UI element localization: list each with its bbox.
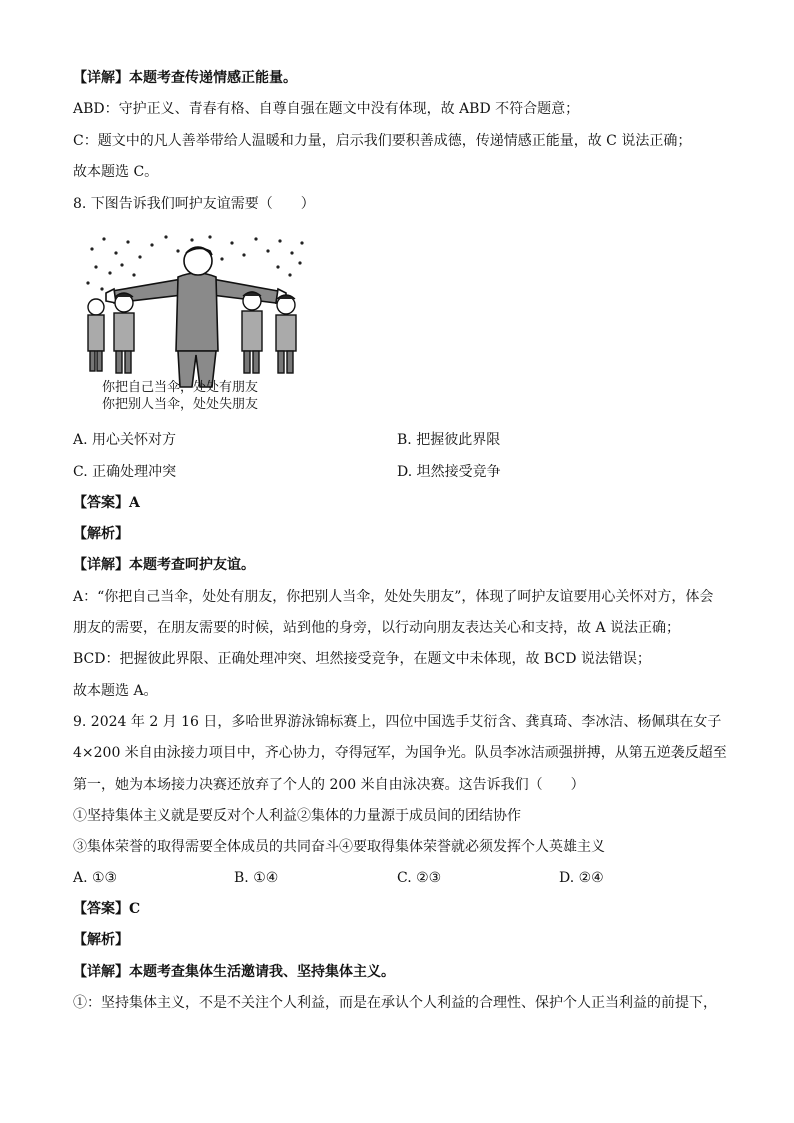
question-9-statements-2: ③集体荣誉的取得需要全体成员的共同奋斗④要取得集体荣誉就必须发挥个人英雄主义	[73, 839, 605, 855]
cartoon-caption-1: 你把自己当伞，处处有朋友	[102, 380, 259, 395]
q8-option-d[interactable]: D. 坦然接受竞争	[397, 464, 501, 480]
analysis-abd: ABD：守护正义、青春有格、自尊自强在题文中没有体现，故 ABD 不符合题意；	[73, 101, 580, 117]
analysis-c: C：题文中的凡人善举带给人温暖和力量，启示我们要积善成德，传递情感正能量，故 C 说法正确；	[73, 133, 692, 149]
q8-option-c[interactable]: C. 正确处理冲突	[73, 464, 177, 480]
question-9-line-2: 4×200 米自由泳接力项目中，齐心协力，夺得冠军，为国争光。队员李冰洁顽强拼搏，从第五逆袭反超至	[73, 745, 727, 761]
q9-option-a[interactable]: A. ①③	[73, 870, 118, 886]
q9-option-b[interactable]: B. ①④	[234, 870, 279, 886]
umbrella-friendship-cartoon	[82, 233, 310, 415]
question-9-statements-1: ①坚持集体主义就是要反对个人利益②集体的力量源于成员间的团结协作	[73, 808, 521, 824]
q8-analysis-line-1: A：“你把自己当伞，处处有朋友，你把别人当伞，处处失朋友”，体现了呵护友谊要用心关怀对方，体会	[73, 589, 714, 605]
q9-detail-heading: 【详解】本题考查集体生活邀请我、坚持集体主义。	[73, 964, 395, 980]
q8-detail-heading: 【详解】本题考查呵护友谊。	[73, 557, 255, 573]
question-9-line-1: 9. 2024 年 2 月 16 日，多哈世界游泳锦标赛上，四位中国选手艾衍含、龚真琦、李冰洁、杨佩琪在女子	[73, 714, 722, 730]
q9-analysis-line-1: ①：坚持集体主义，不是不关注个人利益，而是在承认个人利益的合理性、保护个人正当利益的前提下，	[73, 995, 717, 1011]
q9-option-d[interactable]: D. ②④	[559, 870, 604, 886]
q8-option-b[interactable]: B. 把握彼此界限	[397, 432, 501, 448]
q9-analysis-heading: 【解析】	[73, 932, 129, 948]
q9-answer: 【答案】C	[73, 901, 141, 917]
question-8: 8. 下图告诉我们呵护友谊需要（ ）	[73, 196, 315, 212]
q8-conclusion: 故本题选 A。	[73, 683, 158, 699]
detail-heading-q7: 【详解】本题考查传递情感正能量。	[73, 70, 297, 86]
q8-analysis-line-2: 朋友的需要，在朋友需要的时候，站到他的身旁，以行动向朋友表达关心和支持，故 A 说法正确；	[73, 620, 681, 636]
q8-analysis-line-3: BCD：把握彼此界限、正确处理冲突、坦然接受竞争，在题文中未体现，故 BCD 说法错误；	[73, 651, 651, 667]
cartoon-caption-2: 你把别人当伞，处处失朋友	[102, 397, 259, 412]
conclusion-q7: 故本题选 C。	[73, 164, 159, 180]
right-friends	[242, 292, 296, 373]
q9-option-c[interactable]: C. ②③	[397, 870, 442, 886]
question-9-line-3: 第一，她为本场接力决赛还放弃了个人的 200 米自由泳决赛。这告诉我们（ ）	[73, 777, 585, 793]
q8-analysis-heading: 【解析】	[73, 526, 129, 542]
q8-option-a[interactable]: A. 用心关怀对方	[73, 432, 177, 448]
q8-answer: 【答案】A	[73, 495, 140, 511]
left-friends	[88, 293, 134, 373]
